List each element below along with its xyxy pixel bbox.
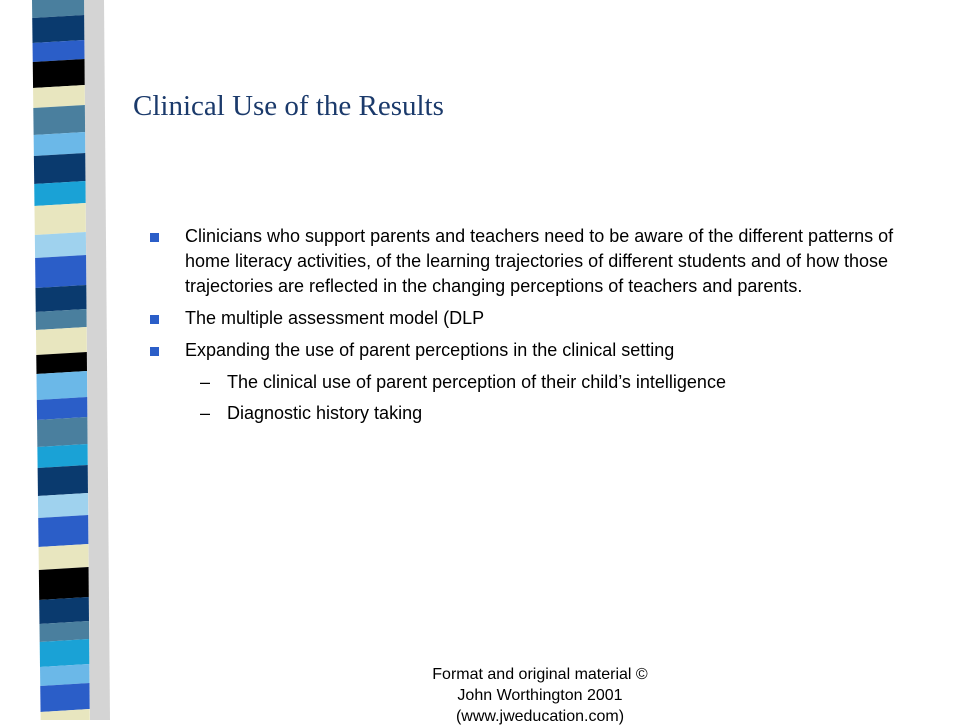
footer-line: (www.jweducation.com) — [455, 708, 625, 725]
bullet-text: Clinicians who support parents and teachers need to be aware of the different patterns of home literacy activities, of the learning trajectories of different students and of how those trajectories are reflected in the changing perceptions of teachers and parents. — [185, 226, 894, 296]
copyright-footer — [380, 664, 700, 727]
bullet-item — [146, 338, 906, 363]
dash-bullet-marker: – — [200, 372, 211, 392]
bullet-text: Expanding the use of parent perceptions in the clinical setting — [185, 340, 675, 360]
bullet-text: The multiple assessment model (DLP — [185, 308, 485, 328]
dash-bullet-marker: – — [200, 403, 211, 423]
footer-line: John Worthington 2001 — [457, 687, 623, 704]
bullet-list — [146, 224, 906, 432]
bullet-item — [146, 306, 906, 331]
square-bullet-icon — [150, 315, 159, 324]
sub-bullet-item — [146, 370, 906, 395]
decorative-color-strip — [0, 0, 110, 720]
square-bullet-icon — [150, 233, 159, 242]
sub-bullet-text: The clinical use of parent perception of their child’s intelligence — [227, 372, 726, 392]
sub-bullet-text: Diagnostic history taking — [227, 403, 423, 423]
bullet-item — [146, 224, 906, 299]
sub-bullet-item — [146, 401, 906, 426]
slide-title: Clinical Use of the Results — [133, 90, 444, 122]
square-bullet-icon — [150, 347, 159, 356]
footer-line: Format and original material © — [432, 666, 648, 683]
